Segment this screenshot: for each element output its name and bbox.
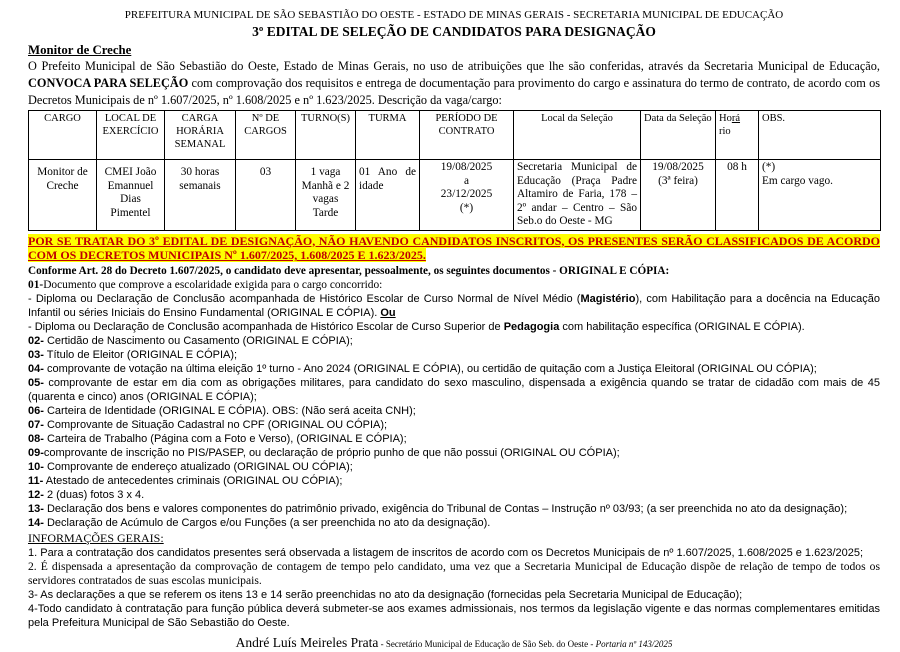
periodo-line3: 23/12/2025 [440, 188, 493, 200]
intro-post: com comprovação dos requisitos e entrega de documentação para provimento do cargo e assinatura do termo de contrato, de acordo com os Decretos Municipais de nº 1.607/2025, nº 1.608/2025 e nº 1.623/2025. Descrição da vaga/cargo: [28, 76, 880, 107]
col-header-horario [716, 111, 759, 160]
diploma-medio-bold: Magistério [580, 292, 636, 305]
obs-line1: (*) [762, 161, 776, 173]
periodo-line4: (*) [459, 201, 474, 214]
col-header-local-exercicio: LOCAL DE EXERCÍCIO [97, 111, 165, 160]
horario-part3: rio [719, 126, 731, 137]
doc-item-diploma-medio [28, 292, 880, 320]
col-header-cargo: CARGO [29, 111, 97, 160]
diploma-medio-mid: ), com Habilitação para a docência na Educação Infantil ou séries Iniciais do Ensino Fundamental (ORIGINAL E CÓPIA). [28, 292, 880, 319]
doc-item-12-num: 12- [28, 488, 44, 501]
data-selecao-line1: 19/08/2025 [652, 161, 704, 173]
doc-item-12-text: 2 (duas) fotos 3 x 4. [43, 488, 145, 501]
cell-num-cargos: 03 [236, 160, 296, 231]
col-header-num-cargos: Nº DE CARGOS [236, 111, 296, 160]
doc-item-diploma-superior [28, 320, 880, 334]
doc-item-06-num: 06- [28, 404, 44, 417]
doc-item-05-num: 05- [28, 376, 44, 389]
document-header-line1: PREFEITURA MUNICIPAL DE SÃO SEBASTIÃO DO OESTE - ESTADO DE MINAS GERAIS - SECRETARIA MUNICIPAL DE EDUCAÇÃO [124, 9, 784, 21]
doc-item-03 [28, 348, 880, 362]
cell-local-selecao: Secretaria Municipal de Educação (Praça Padre Altamiro de Faria, 178 – 2º andar – Centro – São Seb.o do Oeste - MG [514, 160, 641, 231]
data-selecao-line2: (3ª feira) [658, 174, 698, 187]
diploma-superior-post: com habilitação específica (ORIGINAL E CÓPIA). [559, 320, 805, 333]
cell-data-selecao [641, 160, 716, 231]
signer-role: Secretário Municipal de Educação de São Seb. do Oeste - [385, 638, 596, 649]
conforme-line: Conforme Art. 28 do Decreto 1.607/2025, o candidato deve apresentar, pessoalmente, os seguintes documentos - ORIGINAL E CÓPIA: [28, 264, 670, 277]
doc-item-01 [28, 278, 880, 292]
diploma-superior-bold: Pedagogia [503, 320, 560, 333]
diploma-superior-pre: - Diploma ou Declaração de Conclusão acompanhada de Histórico Escolar de Curso Superior de [28, 320, 504, 333]
doc-item-03-text: Título de Eleitor (ORIGINAL E CÓPIA); [43, 348, 238, 361]
signer-portaria: Portaria nº 143/2025 [595, 638, 673, 649]
doc-item-12 [28, 488, 880, 502]
table-data-row [29, 160, 881, 231]
intro-paragraph [28, 58, 880, 109]
info-item-1: 1. Para a contratação dos candidatos presentes será observada a listagem de inscritos de acordo com os Decretos Municipais de nº 1.607/2025, 1.608/2025 e 1.623/2025; [28, 546, 864, 559]
doc-item-07-num: 07- [28, 418, 44, 431]
doc-item-11-text: Atestado de antecedentes criminais (ORIGINAL OU CÓPIA); [43, 474, 343, 487]
cell-periodo [420, 160, 514, 231]
doc-item-10 [28, 460, 880, 474]
doc-item-09-text: comprovante de inscrição no PIS/PASEP, ou declaração de próprio punho de que não possui (ORIGINAL OU CÓPIA); [43, 446, 620, 459]
doc-item-10-num: 10- [28, 460, 44, 473]
diploma-medio-pre: - Diploma ou Declaração de Conclusão acompanhada de Histórico Escolar de Curso Normal de Nível Médio ( [28, 292, 581, 305]
doc-item-01-num: 01- [28, 278, 44, 291]
highlighted-notice [28, 234, 880, 263]
cell-cargo: Monitor de Creche [29, 160, 97, 231]
doc-item-13 [28, 502, 880, 516]
signer-separator: - [378, 638, 386, 649]
doc-item-04-text: comprovante de votação na última eleição 1º turno - Ano 2024 (ORIGINAL E CÓPIA), ou certidão de quitação com a Justiça Eleitoral (ORIGINAL OU CÓPIA); [43, 362, 817, 375]
col-header-obs: OBS. [759, 111, 881, 160]
doc-item-14-num: 14- [28, 516, 44, 529]
cell-carga-horaria: 30 horas semanais [165, 160, 236, 231]
doc-item-14 [28, 516, 880, 530]
doc-item-07 [28, 418, 880, 432]
obs-line2: Em cargo vago. [762, 174, 834, 187]
intro-convoca: CONVOCA PARA SELEÇÃO [28, 76, 189, 90]
doc-item-08-num: 08- [28, 432, 44, 445]
info-item-4: 4-Todo candidato à contratação para função pública deverá submeter-se aos exames admissionais, nos termos da legislação vigente e das normas complementares emitidas pela Prefeitura Municipal de São Sebastião do Oeste. [28, 602, 880, 629]
periodo-line1: 19/08/2025 [440, 161, 493, 173]
doc-item-04 [28, 362, 880, 376]
horario-part1: Ho [719, 113, 732, 124]
vacancy-table [28, 110, 881, 231]
cell-horario: 08 h [716, 160, 759, 231]
doc-item-09-num: 09- [28, 446, 44, 459]
doc-item-10-text: Comprovante de endereço atualizado (ORIGINAL OU CÓPIA); [43, 460, 353, 473]
doc-item-07-text: Comprovante de Situação Cadastral no CPF (ORIGINAL OU CÓPIA); [43, 418, 388, 431]
col-header-local-selecao: Local da Seleção [514, 111, 641, 160]
doc-item-01-text: Documento que comprove a escolaridade exigida para o cargo concorrido: [43, 278, 383, 291]
cell-turma: 01 Ano de idade [356, 160, 420, 231]
doc-item-04-num: 04- [28, 362, 44, 375]
cell-turnos: 1 vaga Manhã e 2 vagas Tarde [296, 160, 356, 231]
horario-part2: rá [731, 113, 741, 124]
doc-item-02-text: Certidão de Nascimento ou Casamento (ORIGINAL E CÓPIA); [43, 334, 353, 347]
col-header-periodo: PERÍODO DE CONTRATO [420, 111, 514, 160]
doc-item-08 [28, 432, 880, 446]
doc-item-05 [28, 376, 880, 404]
cell-local-exercicio: CMEI João Emannuel Dias Pimentel [97, 160, 165, 231]
doc-item-09 [28, 446, 880, 460]
col-header-data-selecao: Data da Seleção [641, 111, 716, 160]
info-gerais-title: INFORMAÇÕES GERAIS: [28, 530, 164, 545]
info-item-2: 2. É dispensada a apresentação da comprovação de contagem de tempo pelo candidato, uma vez que a Secretaria Municipal de Educação dispõe de relação de tempo de todos os servidores contratados de suas escolas municipais. [28, 559, 880, 587]
doc-item-13-text: Declaração dos bens e valores componentes do patrimônio privado, exigência do Tribunal de Contas – Instrução nº 03/93; (a ser preenchida no ato da designação); [43, 502, 848, 515]
col-header-turnos: TURNO(S) [296, 111, 356, 160]
doc-item-05-text: comprovante de estar em dia com as obrigações militares, para candidato do sexo masculino, dispensada a exigência quando se tratar de cidadão com mais de 45 (quarenta e cinco) anos (ORIGINAL E CÓPIA); [28, 376, 880, 403]
section-title: Monitor de Creche [28, 43, 132, 57]
document-title: 3º EDITAL DE SELEÇÃO DE CANDIDATOS PARA DESIGNAÇÃO [252, 24, 656, 39]
doc-item-08-text: Carteira de Trabalho (Página com a Foto e Verso), (ORIGINAL E CÓPIA); [43, 432, 407, 445]
doc-item-11-num: 11- [28, 474, 44, 487]
info-item-3: 3- As declarações a que se referem os itens 13 e 14 serão preenchidas no ato da designação (fornecidas pela Secretaria Municipal de Educação); [28, 588, 743, 601]
doc-item-13-num: 13- [28, 502, 44, 515]
highlighted-notice-text: POR SE TRATAR DO 3º EDITAL DE DESIGNAÇÃO, NÃO HAVENDO CANDIDATOS INSCRITOS, OS PRESENTES SERÃO CLASSIFICADOS DE ACORDO COM OS DECRETOS MUNICIPAIS Nº 1.607/2025, 1.608/2025 E 1.623/2025. [28, 233, 880, 262]
col-header-carga-horaria: CARGA HORÁRIA SEMANAL [165, 111, 236, 160]
doc-item-03-num: 03- [28, 348, 44, 361]
doc-item-14-text: Declaração de Acúmulo de Cargos e/ou Funções (a ser preenchida no ato da designação). [43, 516, 491, 529]
intro-pre: O Prefeito Municipal de São Sebastião do Oeste, Estado de Minas Gerais, no uso de atribuições que lhe são conferidas, através da Secretaria Municipal de Educação, [28, 59, 880, 73]
doc-item-06-text: Carteira de Identidade (ORIGINAL E CÓPIA). OBS: (Não será aceita CNH); [43, 404, 416, 417]
doc-item-02-num: 02- [28, 334, 44, 347]
col-header-turma: TURMA [356, 111, 420, 160]
doc-item-06 [28, 404, 880, 418]
diploma-medio-ou: Ou [380, 306, 396, 319]
periodo-line2: a [463, 174, 469, 187]
signature-line [28, 635, 880, 652]
cell-obs [759, 160, 881, 231]
signer-name: André Luís Meireles Prata [235, 634, 379, 650]
table-header-row [29, 111, 881, 160]
doc-item-11 [28, 474, 880, 488]
doc-item-02 [28, 334, 880, 348]
